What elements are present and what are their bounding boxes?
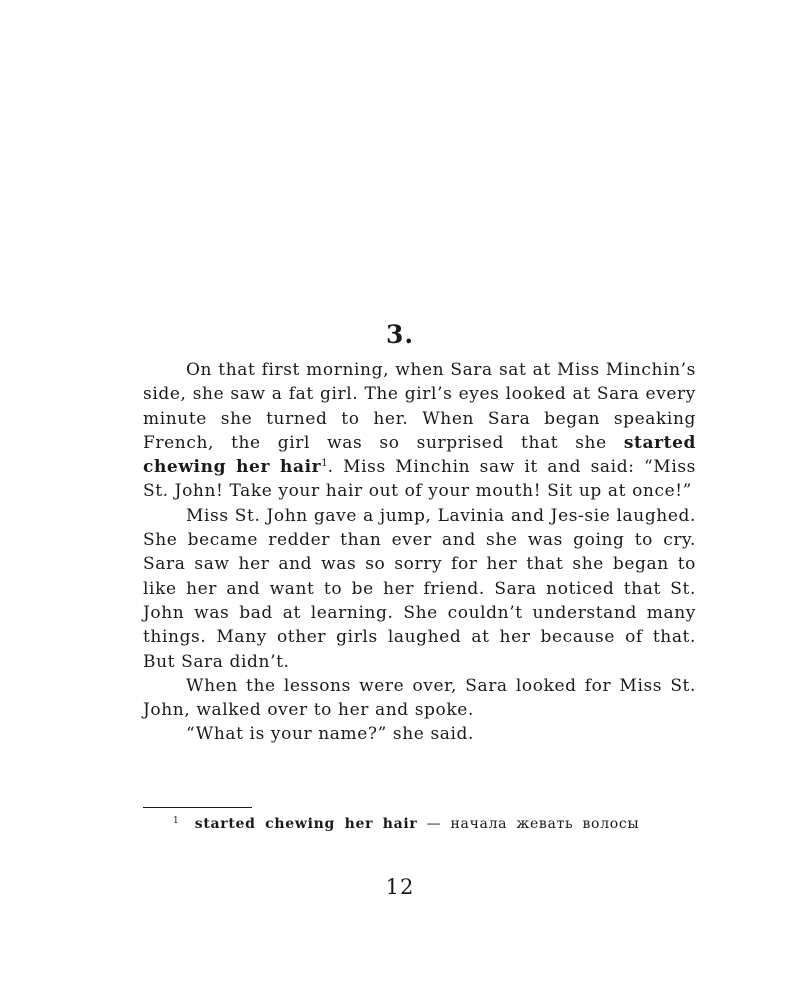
paragraph-1-text-start: On that first morning, when Sara sat at Miss Minchin’s side, she saw a fat girl. The girl’s eyes looked at Sara every minute she turned to her. When Sara began speaking French, the girl was so surprised that she xyxy=(143,360,696,453)
paragraph-4: “What is your name?” she said. xyxy=(186,724,475,745)
footnote-translation: начала жевать волосы xyxy=(450,816,640,832)
paragraph-2: Miss St. John gave a jump, Lavinia and Jes-sie laughed. She became redder than ever and she was going to cry. Sara saw her and was so sorry for her that she began to like her and want to be her friend. Sara noticed that St. John was bad at learning. She couldn’t understand many things. Many other girls laughed at her because of that. But Sara didn’t. xyxy=(143,505,696,672)
footnote-divider xyxy=(143,807,252,808)
footnote-term: started chewing her hair xyxy=(194,816,418,832)
chapter-number: 3. xyxy=(385,320,415,349)
footnote-reference: 1 xyxy=(321,458,328,470)
paragraph-1 xyxy=(143,358,696,504)
footnote-mark: 1 xyxy=(173,816,179,826)
chapter-body xyxy=(143,358,696,747)
footnote-dash: — xyxy=(417,816,451,832)
glossed-phrase: started chewing her hair xyxy=(143,432,696,478)
page-number: 12 xyxy=(385,875,415,899)
paragraph-3: When the lessons were over, Sara looked for Miss St. John, walked over to her and spoke. xyxy=(143,675,696,721)
paragraph-1-text-end: . Miss Minchin saw it and said: “Miss St. John! Take your hair out of your mouth! Sit up at once!” xyxy=(143,457,697,502)
footnote xyxy=(143,812,696,836)
